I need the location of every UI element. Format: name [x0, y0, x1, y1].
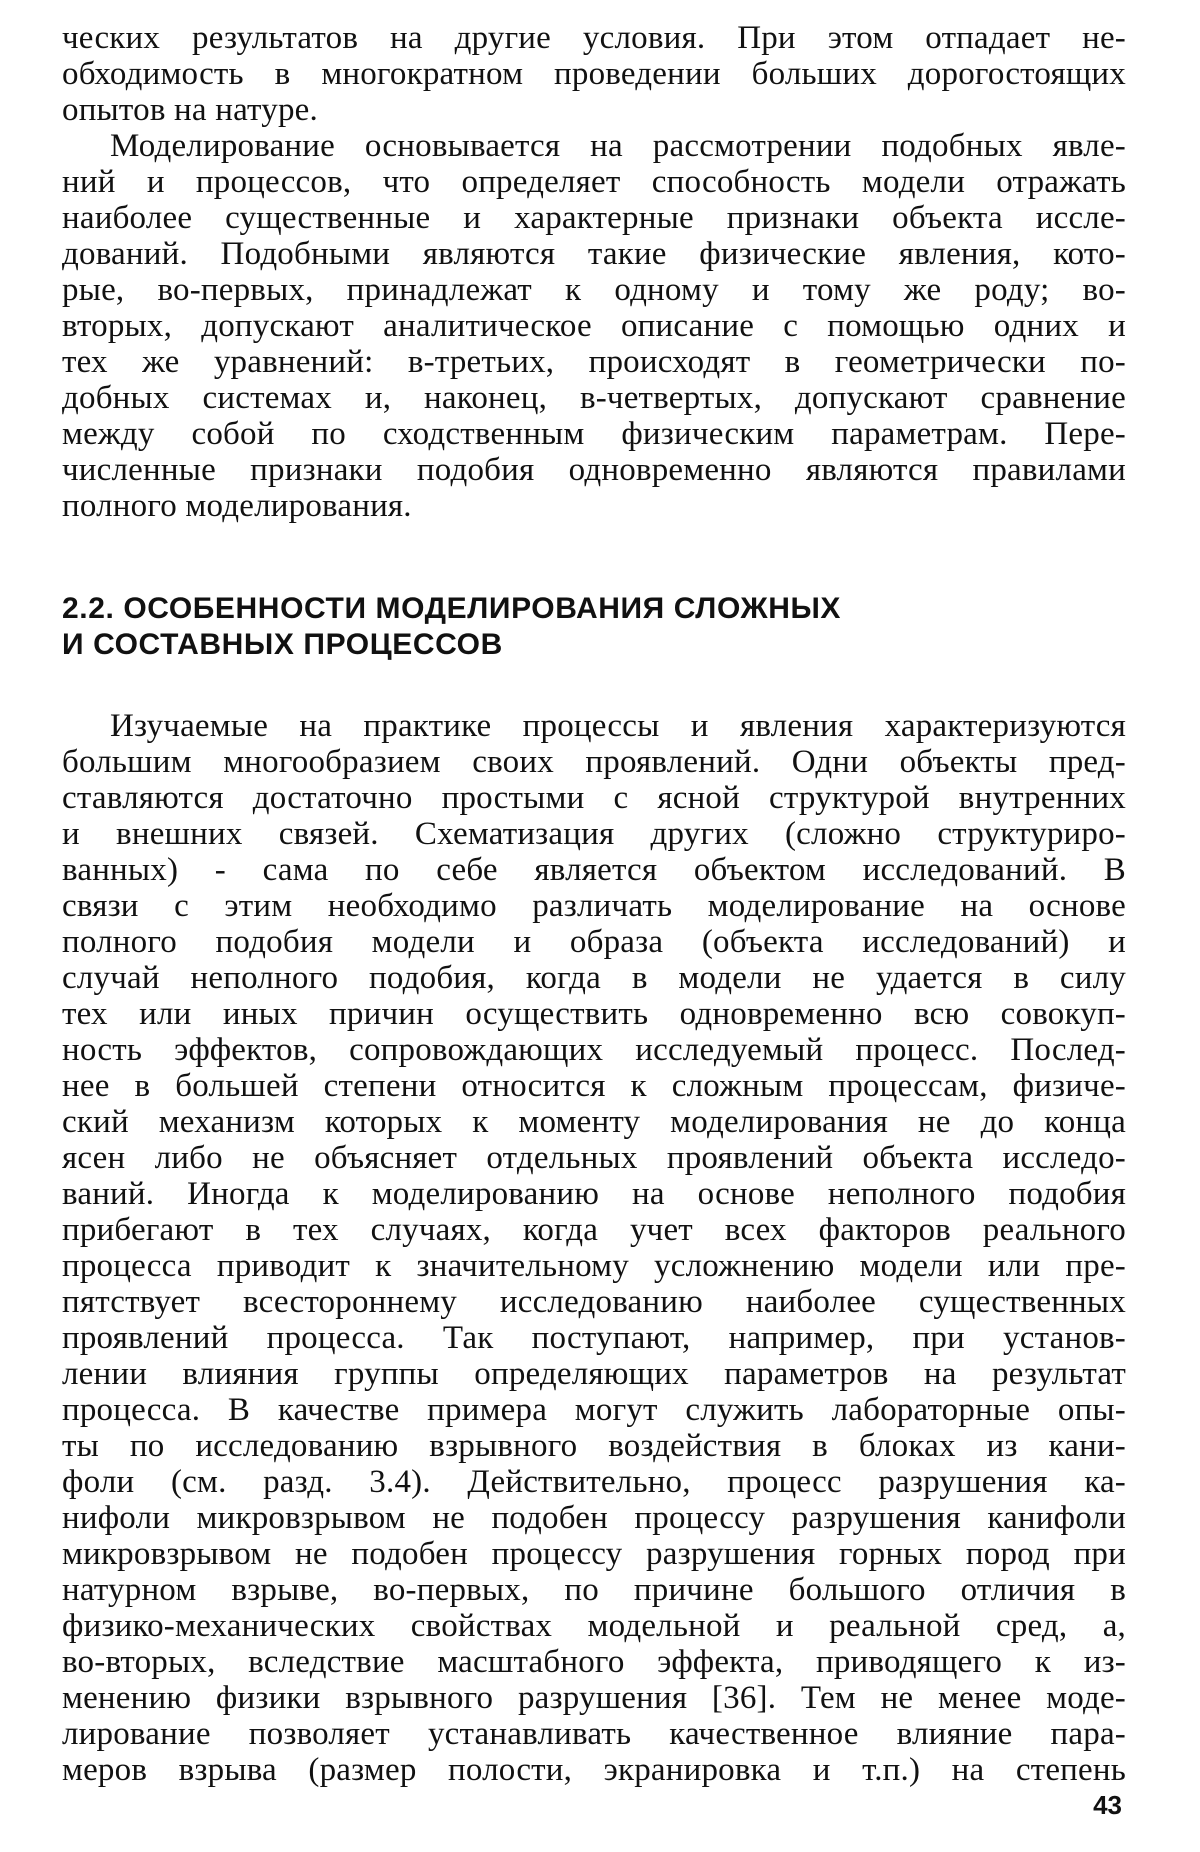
text-line: менению физики взрывного разрушения [36]. Тем не менее моде- [62, 1680, 1126, 1716]
text-line: большим многообразием своих проявлений. Одни объекты пред- [62, 744, 1126, 780]
text-line: ваний. Иногда к моделированию на основе неполного подобия [62, 1176, 1126, 1212]
text-line: во-вторых, вследствие масштабного эффекта, приводящего к из- [62, 1644, 1126, 1680]
text-line: между собой по сходственным физическим параметрам. Пере- [62, 416, 1126, 452]
text-line: лирование позволяет устанавливать качественное влияние пара- [62, 1716, 1126, 1752]
text-line: рые, во-первых, принадлежат к одному и тому же роду; во- [62, 272, 1126, 308]
text-line: ты по исследованию взрывного воздействия в блоках из кани- [62, 1428, 1126, 1464]
text-line: нее в большей степени относится к сложным процессам, физиче- [62, 1068, 1126, 1104]
text-line: процесса приводит к значительному усложнению модели или пре- [62, 1248, 1126, 1284]
document-page [62, 20, 1126, 1820]
text-line: опытов на натуре. [62, 92, 318, 128]
text-line: ванных) - сама по себе является объектом исследований. В [62, 852, 1126, 888]
text-line: полного подобия модели и образа (объекта исследований) и [62, 924, 1126, 960]
text-line: случай неполного подобия, когда в модели не удается в силу [62, 960, 1126, 996]
text-line: ний и процессов, что определяет способность модели отражать [62, 164, 1126, 200]
text-line: и внешних связей. Схематизация других (сложно структуриро- [62, 816, 1126, 852]
text-line: обходимость в многократном проведении больших дорогостоящих [62, 56, 1126, 92]
text-line: меров взрыва (размер полости, экранировка и т.п.) на степень [62, 1752, 1126, 1788]
text-line: физико-механических свойствах модельной и реальной сред, а, [62, 1608, 1126, 1644]
section-heading-line: И СОСТАВНЫХ ПРОЦЕССОВ [62, 628, 503, 661]
text-line: ский механизм которых к моменту моделирования не до конца [62, 1104, 1126, 1140]
text-line: наиболее существенные и характерные признаки объекта иссле- [62, 200, 1126, 236]
text-line: ность эффектов, сопровождающих исследуемый процесс. Послед- [62, 1032, 1126, 1068]
text-line: нифоли микровзрывом не подобен процессу разрушения канифоли [62, 1500, 1126, 1536]
section-heading-line: 2.2. ОСОБЕННОСТИ МОДЕЛИРОВАНИЯ СЛОЖНЫХ [62, 592, 842, 625]
text-line: дований. Подобными являются такие физические явления, кото- [62, 236, 1126, 272]
text-line: лении влияния группы определяющих параметров на результат [62, 1356, 1126, 1392]
text-line: фоли (см. разд. 3.4). Действительно, процесс разрушения ка- [62, 1464, 1126, 1500]
text-line: вторых, допускают аналитическое описание с помощью одних и [62, 308, 1126, 344]
text-line: ясен либо не объясняет отдельных проявлений объекта исследо- [62, 1140, 1126, 1176]
text-line: связи с этим необходимо различать моделирование на основе [62, 888, 1126, 924]
text-line: численные признаки подобия одновременно являются правилами [62, 452, 1126, 488]
text-line: тех же уравнений: в-третьих, происходят в геометрически по- [62, 344, 1126, 380]
text-line: Изучаемые на практике процессы и явления характеризуются [110, 708, 1126, 744]
text-line: прибегают в тех случаях, когда учет всех факторов реального [62, 1212, 1126, 1248]
text-line: Моделирование основывается на рассмотрении подобных явле- [110, 128, 1126, 164]
text-line: ческих результатов на другие условия. При этом отпадает не- [62, 20, 1126, 56]
text-line: добных системах и, наконец, в-четвертых, допускают сравнение [62, 380, 1126, 416]
text-line: полного моделирования. [62, 488, 412, 524]
text-line: процесса. В качестве примера могут служить лабораторные опы- [62, 1392, 1126, 1428]
text-line: пятствует всестороннему исследованию наиболее существенных [62, 1284, 1126, 1320]
page-number: 43 [1093, 1790, 1122, 1820]
text-line: ставляются достаточно простыми с ясной структурой внутренних [62, 780, 1126, 816]
text-line: натурном взрыве, во-первых, по причине большого отличия в [62, 1572, 1126, 1608]
text-line: тех или иных причин осуществить одновременно всю совокуп- [62, 996, 1126, 1032]
text-line: проявлений процесса. Так поступают, например, при установ- [62, 1320, 1126, 1356]
text-line: микровзрывом не подобен процессу разрушения горных пород при [62, 1536, 1126, 1572]
